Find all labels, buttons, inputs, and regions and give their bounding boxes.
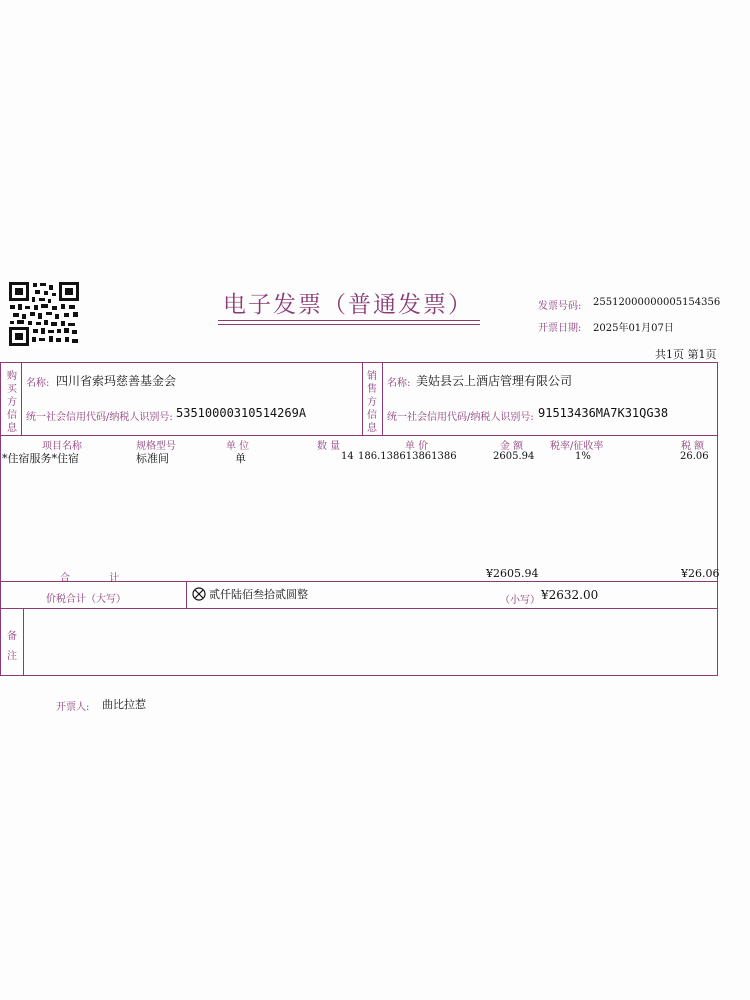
item-price: 186.138613861386 [358,451,457,462]
buyer-label-divider [21,363,22,435]
buyer-name: 四川省索玛慈善基金会 [56,374,177,388]
totals-amount: ¥2605.94 [486,567,539,580]
item-amount: 2605.94 [493,451,535,462]
qr-code [8,281,80,347]
seller-tax-id: 91513436MA7K31QG38 [538,406,669,420]
remarks-label-divider [23,608,24,675]
item-rate: 1% [575,451,591,462]
invoice-title: 电子发票（普通发票） [223,292,473,318]
remarks-divider [1,608,717,609]
item-tax: 26.06 [680,451,709,462]
totals-label: 合 计 [60,573,138,584]
issuer-label: 开票人: [56,702,90,713]
seller-section-label: 销售方信息 [367,371,377,434]
buyer-section-label: 购买方信息 [7,371,17,434]
grand-total-small-label: （小写） [500,595,540,606]
total-words-divider [186,581,187,608]
buyer-name-label: 名称: [26,378,50,389]
invoice-date: 2025年01月07日 [593,323,674,334]
totals-tax: ¥26.06 [681,567,720,580]
invoice-date-label: 开票日期: [538,323,582,334]
item-name: *住宿服务*住宿 [2,452,79,465]
title-underline [218,320,480,321]
seller-name-label: 名称: [387,378,411,389]
party-divider [1,435,717,436]
remarks-label: 备注 [7,631,17,662]
seller-tax-label: 统一社会信用代码/纳税人识别号: [387,412,534,423]
col-tax: 税 额 [681,441,705,452]
col-amount: 金 额 [500,441,524,452]
invoice-number-label: 发票号码: [538,301,582,312]
item-qty: 14 [341,451,354,462]
item-spec: 标准间 [136,452,169,465]
buyer-tax-id: 53510000310514269A [176,406,307,420]
grand-total-label: 价税合计（大写） [46,594,126,605]
col-rate: 税率/征收率 [550,441,604,452]
issuer-name: 曲比拉惹 [102,698,146,711]
seller-name: 美姑县云上酒店管理有限公司 [416,374,573,388]
seller-label-divider [382,363,383,435]
col-spec: 规格型号 [136,441,176,452]
col-unit: 单 位 [226,441,250,452]
col-item-name: 项目名称 [42,441,82,452]
col-qty: 数 量 [317,441,341,452]
party-divider-left [362,363,363,435]
buyer-tax-label: 统一社会信用代码/纳税人识别号: [26,412,173,423]
grand-total-value: ¥2632.00 [541,588,599,602]
col-price: 单 价 [405,441,429,452]
page-info: 共1页 第1页 [655,348,717,361]
grand-total-words: 贰仟陆佰叁拾贰圆整 [209,588,308,601]
item-unit: 单 [235,452,246,465]
cross-circle-icon [192,586,206,600]
invoice-number: 25512000000005154356 [593,297,721,308]
title-underline-2 [218,324,480,325]
